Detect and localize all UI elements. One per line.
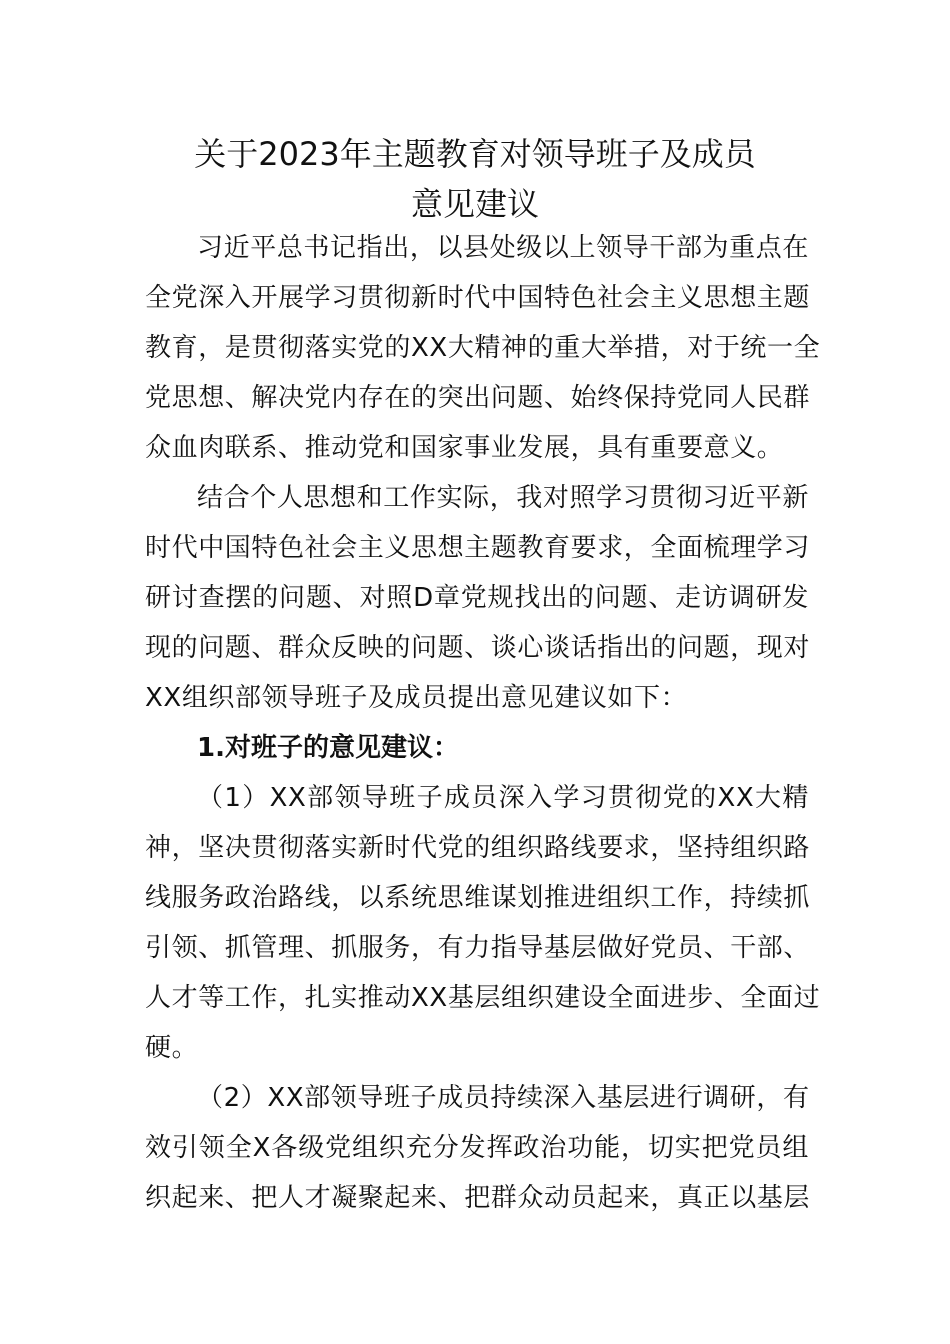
item-2-line-1: （2）XX部领导班子成员持续深入基层进行调研，有 <box>197 1083 810 1113</box>
item-2-line-3: 织起来、把人才凝聚起来、把群众动员起来，真正以基层 <box>145 1183 811 1213</box>
item-1-line-6: 硬。 <box>145 1033 199 1063</box>
document-title-line-2: 意见建议 <box>410 185 539 223</box>
paragraph-1-line-2: 全党深入开展学习贯彻新时代中国特色社会主义思想主题 <box>145 283 811 313</box>
item-1-line-5: 人才等工作，扎实推动XX基层组织建设全面进步、全面过 <box>145 983 821 1013</box>
paragraph-1-line-4: 党思想、解决党内存在的突出问题、始终保持党同人民群 <box>145 383 811 413</box>
paragraph-1-line-1: 习近平总书记指出，以县处级以上领导干部为重点在 <box>197 233 809 263</box>
item-1-line-4: 引领、抓管理、抓服务，有力指导基层做好党员、干部、 <box>145 933 811 963</box>
paragraph-2-line-4: 现的问题、群众反映的问题、谈心谈话指出的问题，现对 <box>145 633 811 663</box>
section-heading: 1.对班子的意见建议： <box>197 733 459 763</box>
paragraph-2-line-2: 时代中国特色社会主义思想主题教育要求，全面梳理学习 <box>145 533 811 563</box>
item-2-line-2: 效引领全X各级党组织充分发挥政治功能，切实把党员组 <box>145 1133 809 1163</box>
paragraph-2-line-5: XX组织部领导班子及成员提出意见建议如下： <box>145 683 688 713</box>
item-1-line-2: 神，坚决贯彻落实新时代党的组织路线要求，坚持组织路 <box>145 833 811 863</box>
paragraph-1-line-3: 教育，是贯彻落实党的XX大精神的重大举措，对于统一全 <box>145 333 821 363</box>
document-title-line-1: 关于2023年主题教育对领导班子及成员 <box>194 135 756 173</box>
item-1-line-3: 线服务政治路线，以系统思维谋划推进组织工作，持续抓 <box>145 883 811 913</box>
paragraph-1-line-5: 众血肉联系、推动党和国家事业发展，具有重要意义。 <box>145 433 784 463</box>
paragraph-2-line-1: 结合个人思想和工作实际，我对照学习贯彻习近平新 <box>197 483 809 513</box>
paragraph-2-line-3: 研讨查摆的问题、对照D章党规找出的问题、走访调研发 <box>145 583 809 613</box>
item-1-line-1: （1）XX部领导班子成员深入学习贯彻党的XX大精 <box>197 783 809 813</box>
